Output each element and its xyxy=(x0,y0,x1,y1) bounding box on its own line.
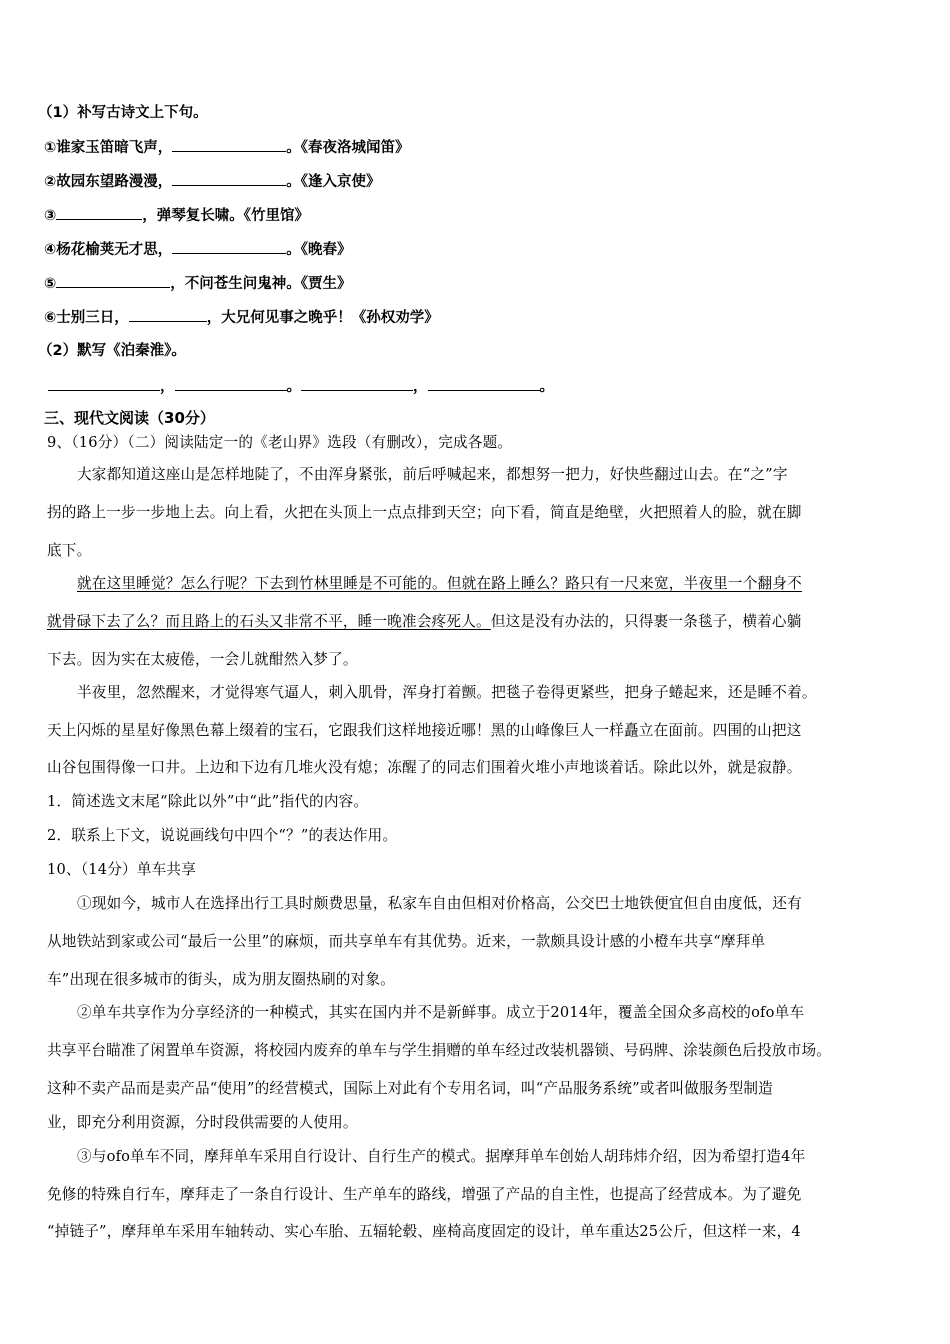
q9-paragraph-line: 大家都知道这座山是怎样地陡了，不由浑身紧张，前后呼喊起来，都想努一把力，好快些翻过山去。在“之”字 xyxy=(77,466,788,483)
text-span: 但这是没有办法的，只得裹一条毯子，横着心躺 xyxy=(490,613,802,630)
part2-heading: （2）默写《泊秦淮》。 xyxy=(38,343,186,359)
q9-paragraph-line: 山谷包围得像一口井。上边和下边有几堆火没有熄；冻醒了的同志们围着火堆小声地谈着话。除此以外，就是寂静。 xyxy=(47,759,802,776)
q9-paragraph-line: 底下。 xyxy=(47,542,92,559)
q9-paragraph-line: 下去。因为实在太疲倦，一会儿就酣然入梦了。 xyxy=(47,651,358,668)
item-after: 。《逢入京使》 xyxy=(286,174,381,190)
fill-item-1 xyxy=(44,136,410,158)
q9-paragraph-line: 天上闪烁的星星好像黑色幕上缀着的宝石，它跟我们这样地接近哪！黑的山峰像巨人一样矗立在面前。四围的山把这 xyxy=(47,722,802,739)
answer-blank[interactable] xyxy=(172,136,286,152)
answer-blank[interactable] xyxy=(301,375,413,391)
q10-paragraph-line: 车”出现在很多城市的街头，成为朋友圈热刷的对象。 xyxy=(47,971,395,988)
item-before: 杨花榆荚无才思， xyxy=(56,242,173,258)
separator: 。 xyxy=(286,379,301,395)
q10-paragraph-line: 免修的特殊自行车，摩拜走了一条自行设计、生产单车的路线，增强了产品的自主性，也提高了经营成本。为了避免 xyxy=(47,1186,802,1203)
fill-item-5 xyxy=(44,272,352,294)
item-after: 。《春夜洛城闻笛》 xyxy=(286,140,410,156)
q10-paragraph-line: ②单车共享作为分享经济的一种模式，其实在国内并不是新鲜事。成立于2014年，覆盖全国众多高校的ofo单车 xyxy=(77,1004,805,1021)
answer-blank[interactable] xyxy=(172,170,286,186)
answer-blank[interactable] xyxy=(428,375,540,391)
item-number: ① xyxy=(44,140,57,156)
q10-paragraph-line: ③与ofo单车不同，摩拜单车采用自行设计、自行生产的模式。据摩拜单车创始人胡玮炜介绍，因为希望打造4年 xyxy=(77,1148,806,1165)
q10-paragraph-line: 从地铁站到家或公司“最后一公里”的麻烦，而共享单车有其优势。近来，一款颇具设计感的小橙车共享“摩拜单 xyxy=(47,933,766,950)
q9-subquestion-2: 2．联系上下文，说说画线句中四个“？”的表达作用。 xyxy=(47,827,398,844)
q10-paragraph-line: ①现如今，城市人在选择出行工具时颇费思量，私家车自由但相对价格高，公交巴士地铁便宜但自由度低，还有 xyxy=(77,895,802,912)
item-before: 故园东望路漫漫， xyxy=(56,174,173,190)
q9-paragraph-line: 半夜里，忽然醒来，才觉得寒气逼人，刺入肌骨，浑身打着颤。把毯子卷得更紧些，把身子蜷起来，还是睡不着。 xyxy=(77,684,817,701)
q10-paragraph-line: 业，即充分利用资源，分时段供需要的人使用。 xyxy=(47,1114,358,1131)
item-number: ② xyxy=(44,174,57,190)
q9-subquestion-1: 1．简述选文末尾“除此以外”中“此”指代的内容。 xyxy=(47,793,369,810)
q10-paragraph-line: 共享平台瞄准了闲置单车资源，将校园内废弃的单车与学生捐赠的单车经过改装机器锁、号码牌、涂装颜色后投放市场。 xyxy=(47,1042,832,1059)
q9-paragraph-line: 拐的路上一步一步地上去。向上看，火把在头顶上一点点排到天空；向下看，简直是绝壁，火把照着人的脸，就在脚 xyxy=(47,504,802,521)
section-title: 三、现代文阅读（30分） xyxy=(44,409,215,427)
answer-blank[interactable] xyxy=(56,204,142,220)
part1-heading: （1）补写古诗文上下句。 xyxy=(38,105,208,121)
answer-blank[interactable] xyxy=(129,306,207,322)
q9-header: 9、（16分）（二）阅读陆定一的《老山界》选段（有删改），完成各题。 xyxy=(47,434,513,451)
poem-blanks-line xyxy=(48,375,554,397)
answer-blank[interactable] xyxy=(56,272,170,288)
item-after: ，弹琴复长啸。《竹里馆》 xyxy=(142,208,310,224)
item-number: ④ xyxy=(44,242,57,258)
item-before: 谁家玉笛暗飞声， xyxy=(56,140,173,156)
q9-paragraph-line xyxy=(47,612,802,632)
answer-blank[interactable] xyxy=(172,238,286,254)
fill-item-6 xyxy=(44,306,439,328)
separator: 。 xyxy=(539,379,554,395)
underlined-sentence: 就在这里睡觉？怎么行呢？下去到竹林里睡是不可能的。但就在路上睡么？路只有一尺来宽，半夜里一个翻身不 xyxy=(77,575,802,592)
item-before: 士别三日， xyxy=(56,310,129,326)
item-number: ⑤ xyxy=(44,276,57,292)
item-number: ⑥ xyxy=(44,310,57,326)
answer-blank[interactable] xyxy=(175,375,287,391)
separator: ， xyxy=(160,379,175,395)
fill-item-2 xyxy=(44,170,381,192)
item-after: ，大兄何见事之晚乎！《孙权劝学》 xyxy=(206,310,439,326)
underlined-sentence: 就骨碌下去了么？而且路上的石头又非常不平，睡一晚准会疼死人。 xyxy=(47,613,491,630)
fill-item-4 xyxy=(44,238,352,260)
item-number: ③ xyxy=(44,208,57,224)
separator: ， xyxy=(413,379,428,395)
item-after: ，不问苍生问鬼神。《贾生》 xyxy=(170,276,352,292)
q10-header: 10、（14分）单车共享 xyxy=(47,861,196,878)
q10-paragraph-line: “掉链子”，摩拜单车采用车轴转动、实心车胎、五辐轮毂、座椅高度固定的设计，单车重达25公斤，但这样一来，4 xyxy=(47,1223,801,1240)
answer-blank[interactable] xyxy=(48,375,160,391)
fill-item-3 xyxy=(44,204,309,226)
q10-paragraph-line: 这种不卖产品而是卖产品“使用”的经营模式，国际上对此有个专用名词，叫“产品服务系统”或者叫做服务型制造 xyxy=(47,1080,773,1097)
item-after: 。《晚春》 xyxy=(286,242,352,258)
